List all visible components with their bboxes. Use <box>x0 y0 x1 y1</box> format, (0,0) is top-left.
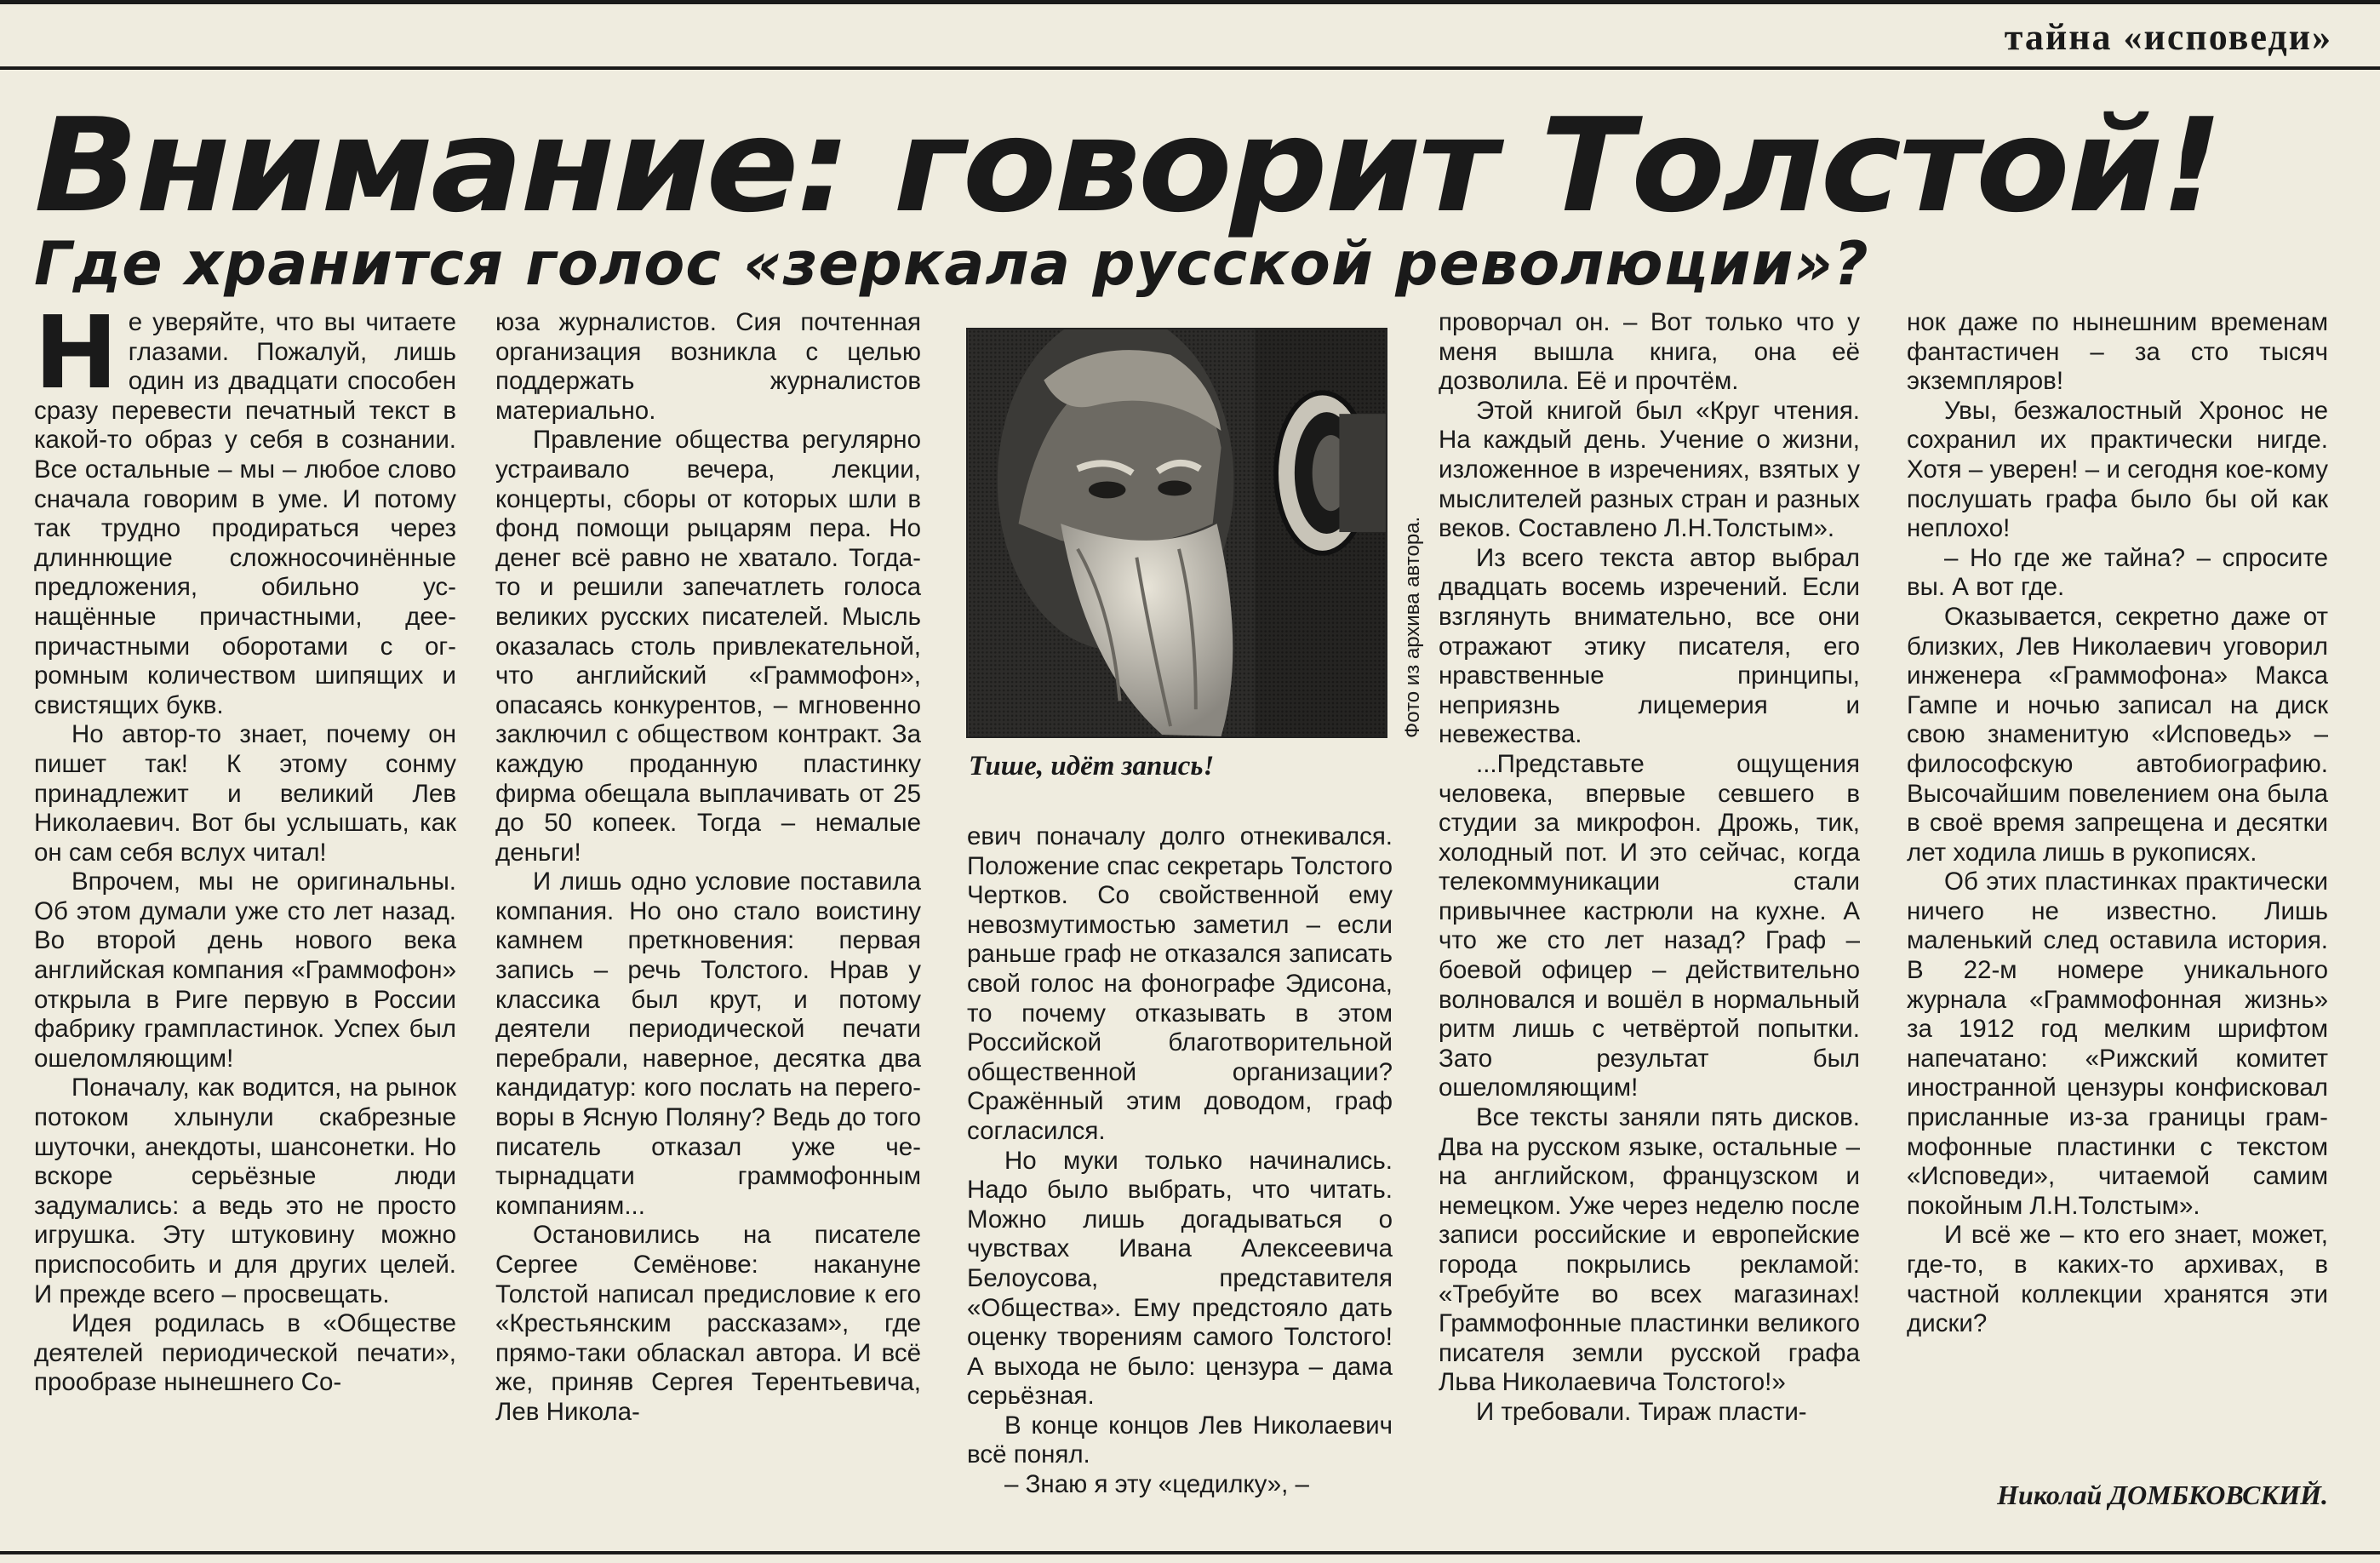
paragraph: Но автор-то знает, почему он пишет так! К этому сонму принадлежит и великий Лев Николаевич. Вот бы услышать, как он сам себя вслух читал! <box>34 720 456 867</box>
article-column-1 <box>34 294 456 1529</box>
paragraph: Этой книгой был «Круг чтения. На каждый день. Учение о жизни, изложенное в изречениях, взятых у мыслителей разных стран и разных веков. Составлено Л.Н.Толстым». <box>1439 396 1860 543</box>
top-rule <box>0 0 2380 4</box>
bottom-rule <box>0 1551 2380 1554</box>
subheadline: Где хранится голос «зеркала русской революции»? <box>34 229 1869 299</box>
tolstoy-gramophone-photo <box>966 328 1387 738</box>
paragraph-text: е уверяйте, что вы читаете глазами. Пожалуй, лишь один из двадцати способен сразу перевести печатный текст в какой-то образ у себя в сознании. Все остальные – мы – любое слово сначала говорим в уме. И потому так трудно продираться через длиннющие сложносочинённые предложения, обильно уснащённые причастными, деепричастными оборотами с огромным количеством шипящих и свистящих букв. <box>34 308 456 719</box>
section-rubric: тайна «исповеди» <box>2004 16 2332 58</box>
article-column-3 <box>967 822 1393 1529</box>
paragraph: Увы, безжалостный Хронос не сохранил их практически нигде. Хотя – уверен! – и сегодня кое-кому послушать графа было бы ой как неплохо! <box>1907 396 2328 543</box>
paragraph: нок даже по нынешним временам фантастичен – за сто тысяч экземпляров! <box>1907 308 2328 396</box>
paragraph: Об этих пластинках практически ничего не известно. Лишь маленький след оставила история. В 22-м номере уникального журнала «Граммофонная жизнь» за 1912 год мелким шрифтом напечатано: «Рижский комитет иностранной цензуры конфисковал присланные из-за границы граммофонные пластинки с текстом «Исповеди», читаемой самим покойным Л.Н.Толстым». <box>1907 867 2328 1220</box>
paragraph: ...Представьте ощущения человека, впервые севшего в студии за микрофон. Дрожь, тик, холодный пот. И это сейчас, когда телекоммуникации стали привычнее кастрюли на кухне. А что же сто лет назад? Граф – боевой офицер – действительно волновался и вошёл в нормальный ритм лишь с четвёртой попытки. Зато результат был ошеломляющим! <box>1439 749 1860 1102</box>
paragraph: – Знаю я эту «цедилку», – <box>1004 1470 1309 1499</box>
paragraph: Правление общества регулярно устраивало вечера, лекции, концерты, сборы от которых шли в фонд помощи рыцарям пера. Но денег всё равно не хватало. Тогда-то и решили запечатлеть голоса великих русских писателей. Мысль оказалась столь привлекательной, что английский «Граммофон», опасаясь конкурентов, – мгновенно заключил с обществом контракт. За каждую проданную пластинку фирма обещала выплачивать от 25 до 50 копеек. Тогда – немалые деньги! <box>495 426 921 867</box>
paragraph: Из всего текста автор выбрал двадцать восемь изречений. Если взглянуть внимательно, все они отражают этику писателя, его нравственные принципы, неприязнь лицемерия и невежества. <box>1439 543 1860 749</box>
article-column-2 <box>495 308 921 1529</box>
paragraph: Все тексты заняли пять дисков. Два на русском языке, остальные – на английском, французском и немецком. Уже через неделю после записи российские и европейские города покрылись рекламой: «Требуйте во всех магазинах! Граммофонные пластинки великого писателя земли русской графа Льва Николаевича Толстого!» <box>1439 1103 1860 1397</box>
paragraph: проворчал он. – Вот только что у меня вышла книга, она её дозволила. Её и прочтём. <box>1439 308 1860 396</box>
drop-cap: Н <box>34 294 118 411</box>
byline: Николай ДОМБКОВСКИЙ. <box>1997 1480 2328 1510</box>
paragraph: И лишь одно условие поставила компания. Но оно стало воистину камнем преткновения: первая запись – речь Толстого. Нрав у классика был крут, и потому деятели периодической печати перебрали, наверное, десятка два кандидатур: кого послать на переговоры в Ясную Поляну? Ведь до того писатель отказал уже четырнадцати граммофонным компаниям... <box>495 867 921 1220</box>
article-column-4 <box>1439 308 1860 1529</box>
rubric-rule <box>0 66 2380 70</box>
article-column-5 <box>1907 308 2328 1529</box>
paragraph: – Но где же тайна? – спросите вы. А вот где. <box>1907 543 2328 602</box>
paragraph: Идея родилась в «Обществе деятелей периодической печати», прообразе нынешнего Со- <box>34 1309 456 1397</box>
photo-caption: Тише, идёт запись! <box>969 751 1215 782</box>
paragraph <box>34 294 456 720</box>
photo <box>966 328 1387 738</box>
paragraph: И требовали. Тираж пласти- <box>1476 1397 1807 1426</box>
paragraph: Остановились на писателе Сергее Семёнове: накануне Толстой написал предисловие к его «Крестьянским рассказам», где прямо-таки обласкал автора. И всё же, приняв Сергея Терентьевича, Лев Никола- <box>495 1221 921 1426</box>
paragraph: В конце концов Лев Николаевич всё понял. <box>967 1411 1393 1469</box>
paragraph: Поначалу, как водится, на рынок потоком хлынули скабрезные шуточки, анекдоты, шансонетки. Но вскоре серьёзные люди задумались: а ведь это не просто игрушка. Эту штуковину можно приспособить и для других целей. И прежде всего – просвещать. <box>34 1073 456 1308</box>
photo-credit: Фото из архива автора. <box>1401 516 1424 738</box>
paragraph: Оказывается, секретно даже от близких, Лев Николаевич уговорил инженера «Граммофона» Макса Гампе и ночью записал на диск свою знаменитую «Исповедь» – философскую автобиографию. Высочайшим повелением она была в своё время запрещена и десятки лет ходила лишь в рукописях. <box>1907 602 2328 867</box>
paragraph: И всё же – кто его знает, может, где-то, в каких-то архивах, в частной коллекции хранятся эти диски? <box>1907 1221 2328 1338</box>
paragraph: Но муки только начинались. Надо было выбрать, что читать. Можно лишь догадываться о чувствах Ивана Алексеевича Белоусова, представителя «Общества». Ему предстояло дать оценку творениям самого Толстого! А выхода не было: цензура – дама серьёзная. <box>967 1146 1393 1411</box>
paragraph: юза журналистов. Сия почтенная организация возникла с целью поддержать журналистов материально. <box>495 308 921 425</box>
headline: Внимание: говорит Толстой! <box>34 90 2221 241</box>
paragraph: евич поначалу долго отнекивался. Положение спас секретарь Толстого Чертков. Со свойственной ему невозмутимостью заметил – если раньше граф не отказался записать свой голос на фонографе Эдисона, то почему отказывать в этом Российской благотворительной общественной организации? Сражённый этим доводом, граф согласился. <box>967 822 1393 1145</box>
paragraph: Впрочем, мы не оригинальны. Об этом думали уже сто лет назад. Во второй день нового века английская компания «Граммофон» открыла в Риге первую в России фабрику грампластинок. Успех был ошеломляющим! <box>34 867 456 1073</box>
